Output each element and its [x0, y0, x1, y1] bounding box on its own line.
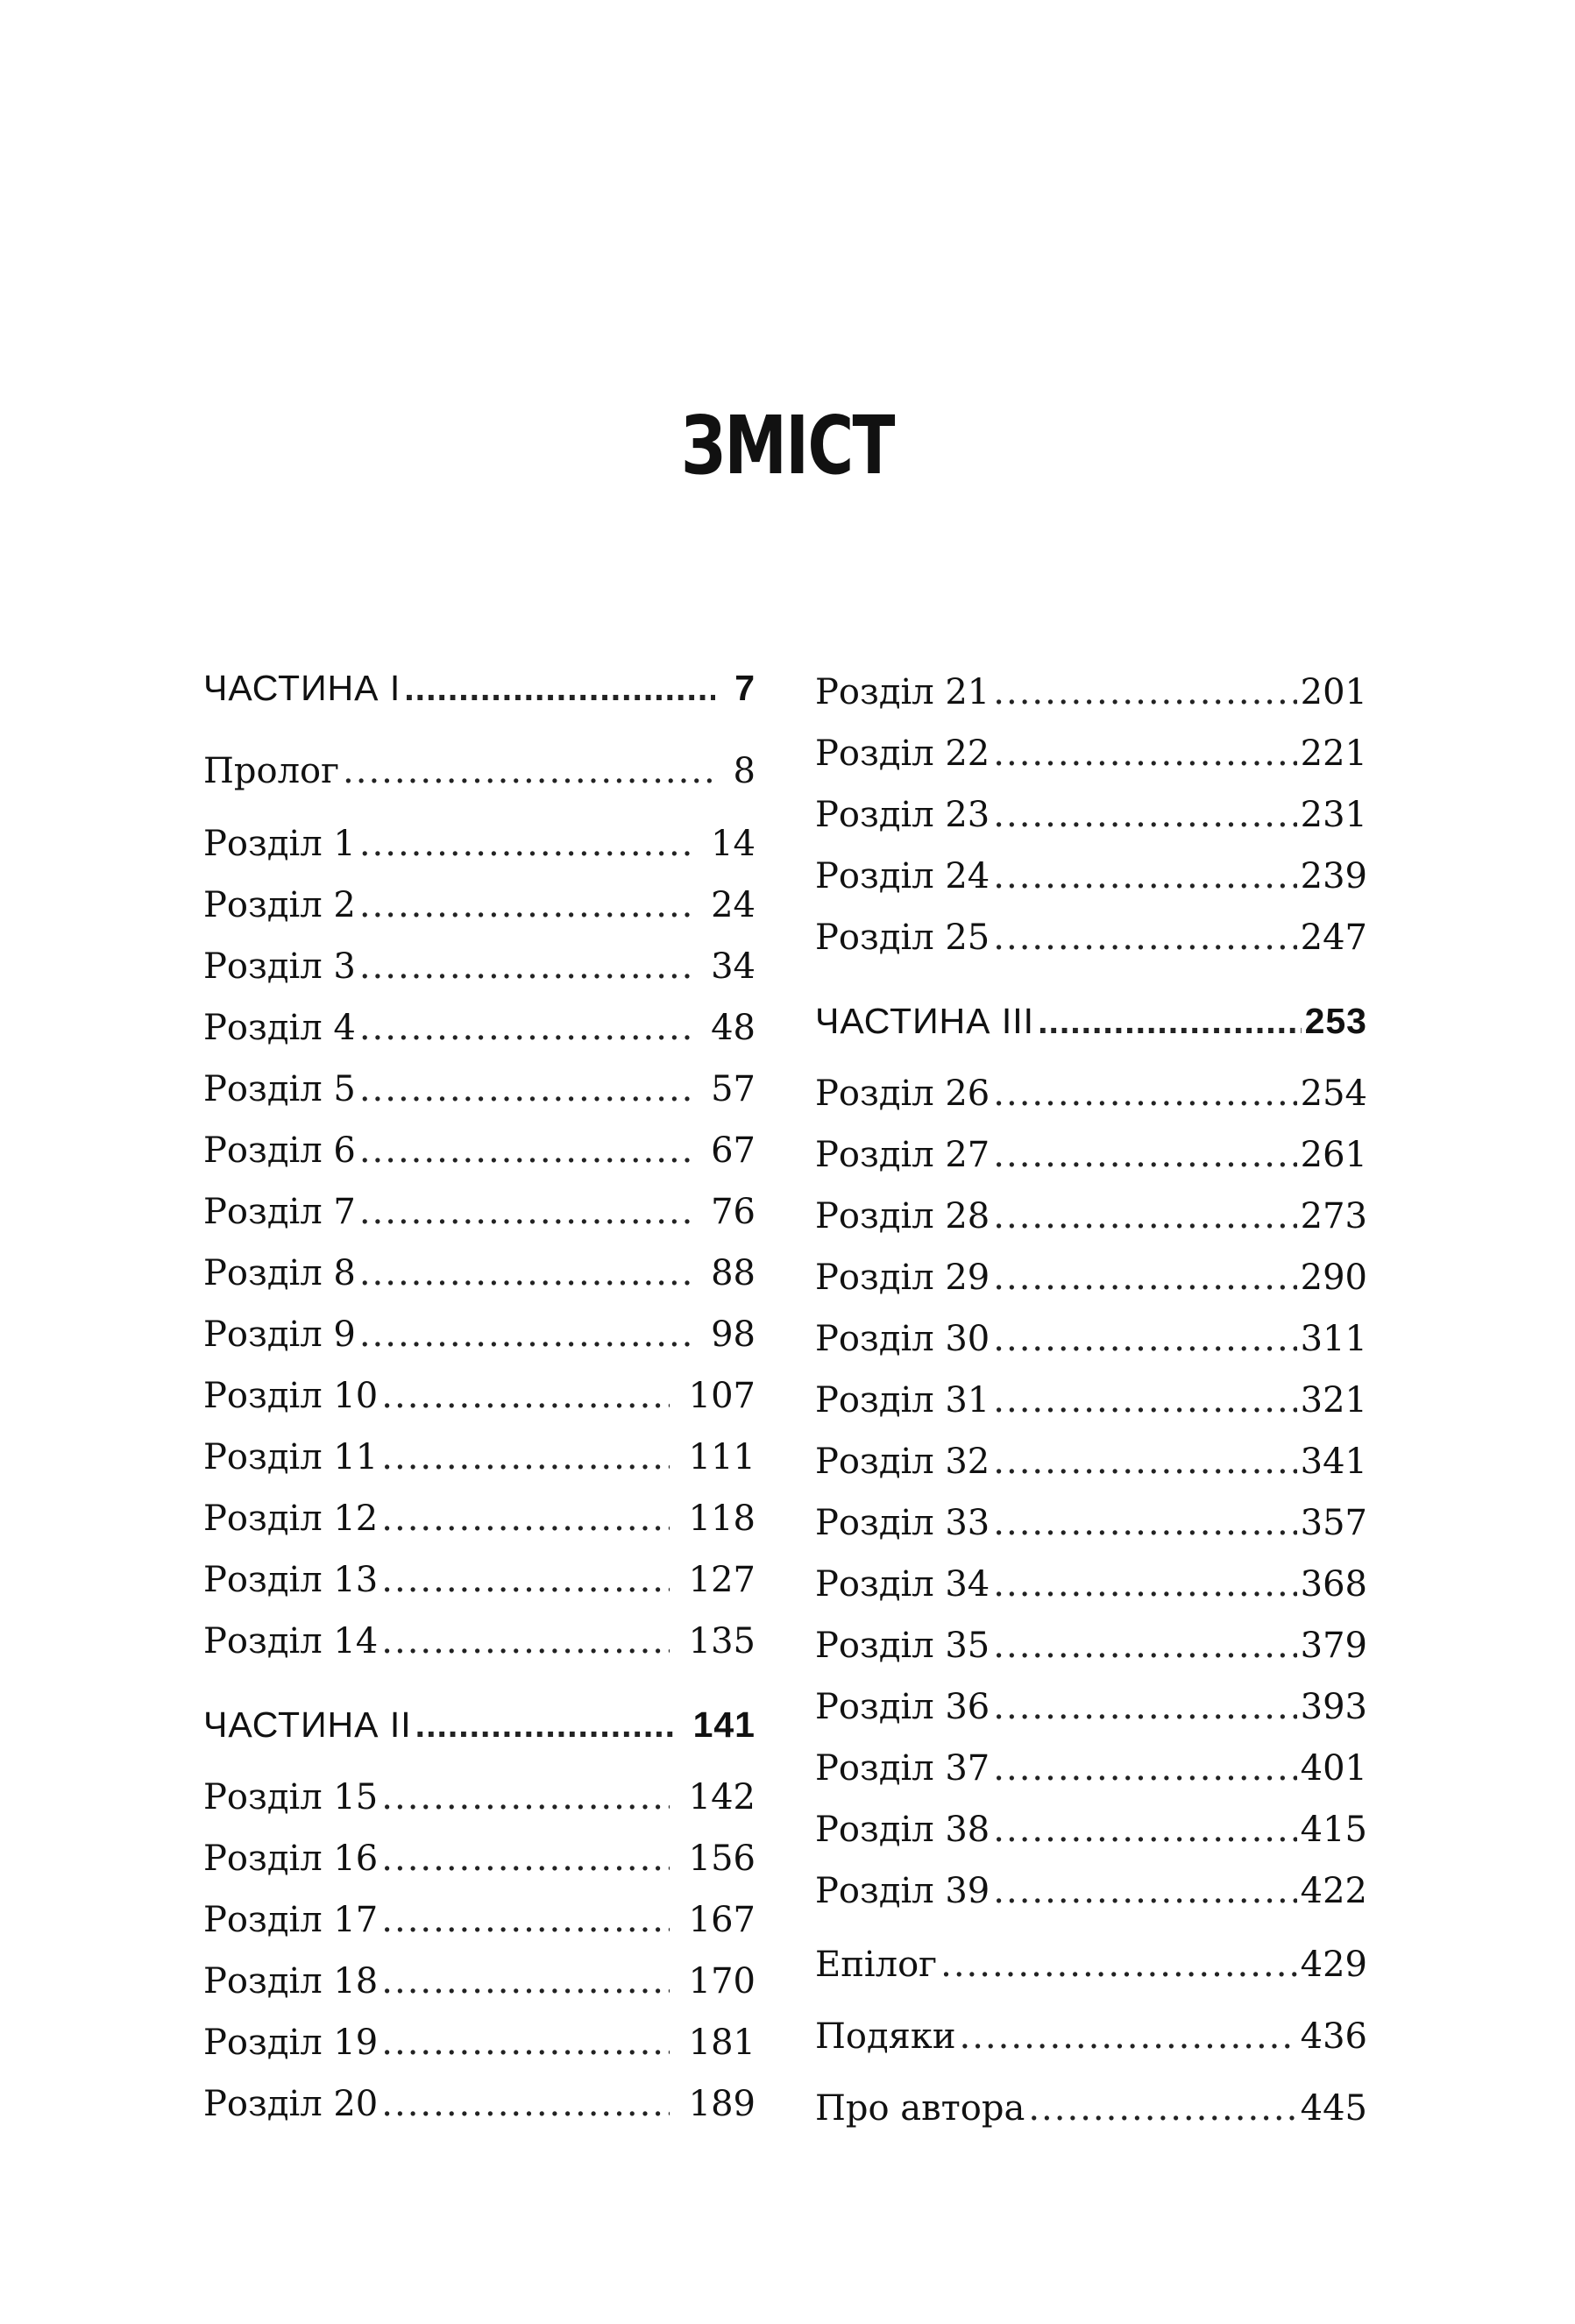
toc-entry-page: 415 — [1300, 1810, 1367, 1850]
toc-entry-page: 393 — [1300, 1687, 1367, 1727]
dot-leader — [415, 1707, 674, 1743]
toc-entry-page: 167 — [688, 1900, 756, 1940]
toc-entry-label: Про автора — [815, 2088, 1025, 2129]
dot-leader — [940, 1947, 1297, 1982]
toc-entry-label: Розділ 12 — [203, 1499, 379, 1539]
toc-entry-label: Розділ 28 — [815, 1196, 990, 1236]
toc-entry-label: Розділ 27 — [815, 1135, 990, 1175]
toc-entry-page: 357 — [1300, 1503, 1367, 1543]
page-title: ЗМІСТ — [681, 399, 894, 492]
dot-leader — [343, 754, 714, 789]
toc-entry-label: Розділ 30 — [815, 1319, 990, 1359]
toc-entry — [203, 1961, 756, 2002]
toc-part-entry — [815, 1003, 1367, 1039]
toc-entry-page: 34 — [711, 946, 756, 987]
toc-entry-label: ЧАСТИНА ІІ — [203, 1704, 412, 1745]
dot-leader — [993, 1567, 1296, 1602]
toc-entry-page: 341 — [1300, 1442, 1367, 1482]
toc-entry-label: Розділ 31 — [815, 1380, 990, 1421]
toc-entry-label: Розділ 5 — [203, 1069, 356, 1109]
dot-leader — [381, 1780, 669, 1815]
dot-leader — [993, 1076, 1296, 1111]
toc-entry-label: Пролог — [203, 751, 340, 791]
toc-entry-page: 221 — [1300, 733, 1367, 774]
dot-leader — [993, 1137, 1296, 1173]
toc-entry — [203, 1437, 756, 1477]
toc-entry — [815, 1137, 1367, 1173]
toc-entry-page: 98 — [711, 1314, 756, 1355]
toc-entry-page: 445 — [1300, 2088, 1367, 2129]
toc-entry-label: Розділ 37 — [815, 1748, 990, 1789]
toc-entry-page: 273 — [1300, 1196, 1367, 1236]
dot-leader — [993, 797, 1296, 833]
toc-entry — [203, 1130, 756, 1171]
dot-leader — [993, 1874, 1296, 1909]
toc-entry — [815, 2088, 1367, 2129]
dot-leader — [993, 1321, 1296, 1357]
toc-entry-page: 429 — [1300, 1945, 1367, 1985]
toc-entry-page: 14 — [711, 824, 756, 864]
toc-entry-label: Розділ 35 — [815, 1626, 990, 1666]
toc-entry-page: 201 — [1300, 672, 1367, 712]
toc-entry — [815, 1564, 1367, 1605]
toc-entry-page: 24 — [711, 885, 756, 925]
dot-leader — [1038, 1003, 1302, 1039]
dot-leader — [381, 1501, 669, 1536]
dot-leader — [993, 1199, 1296, 1234]
toc-entry-page: 368 — [1300, 1564, 1367, 1605]
toc-entry-label: Розділ 7 — [203, 1192, 356, 1232]
toc-entry — [203, 751, 756, 791]
toc-entry-label: Розділ 22 — [815, 733, 990, 774]
toc-entry-page: 247 — [1300, 918, 1367, 958]
toc-entry-page: 135 — [688, 1621, 756, 1662]
toc-entry-page: 8 — [733, 751, 756, 791]
toc-entry-label: Розділ 15 — [203, 1777, 379, 1817]
toc-entry-label: Розділ 14 — [203, 1621, 379, 1662]
dot-leader — [993, 1628, 1296, 1663]
toc-entry — [815, 1945, 1367, 1985]
toc-entry-label: Розділ 6 — [203, 1130, 356, 1171]
dot-leader — [1028, 2091, 1296, 2126]
toc-entry-page: 118 — [688, 1499, 756, 1539]
toc-entry-label: Розділ 11 — [203, 1437, 379, 1477]
toc-entry — [203, 1839, 756, 1879]
dot-leader — [993, 1383, 1296, 1418]
toc-entry-page: 422 — [1300, 1871, 1367, 1911]
dot-leader — [359, 1010, 692, 1045]
toc-entry — [815, 1196, 1367, 1236]
toc-entry-page: 156 — [688, 1839, 756, 1879]
dot-leader — [993, 1260, 1296, 1295]
toc-entry-page: 261 — [1300, 1135, 1367, 1175]
dot-leader — [404, 670, 715, 706]
toc-entry — [815, 797, 1367, 833]
toc-entry — [203, 1069, 756, 1109]
toc-entry-label: Розділ 19 — [203, 2023, 379, 2063]
toc-entry-label: Розділ 25 — [815, 918, 990, 958]
toc-entry-page: 181 — [688, 2023, 756, 2063]
toc-entry-label: Розділ 38 — [815, 1810, 990, 1850]
toc-entry-page: 239 — [1300, 856, 1367, 896]
toc-entry — [203, 1499, 756, 1539]
dot-leader — [381, 1440, 669, 1475]
dot-leader — [381, 1562, 669, 1598]
toc-entry — [815, 1503, 1367, 1543]
toc-entry-label: Розділ 16 — [203, 1839, 379, 1879]
toc-entry-label: Розділ 17 — [203, 1900, 379, 1940]
toc-entry-label: ЧАСТИНА І — [203, 668, 401, 708]
toc-entry-label: ЧАСТИНА ІІІ — [815, 1001, 1035, 1041]
dot-leader — [381, 1841, 669, 1876]
dot-leader — [993, 736, 1296, 771]
toc-entry-label: Розділ 33 — [815, 1503, 990, 1543]
toc-entry — [815, 1073, 1367, 1114]
toc-entry-label: Розділ 8 — [203, 1253, 356, 1293]
toc-entry-page: 88 — [711, 1253, 756, 1293]
toc-entry — [815, 1442, 1367, 1482]
toc-entry — [815, 1748, 1367, 1789]
toc-entry-page: 142 — [688, 1777, 756, 1817]
toc-entry-label: Розділ 20 — [203, 2084, 379, 2124]
dot-leader — [359, 888, 692, 923]
toc-entry-page: 253 — [1304, 1001, 1367, 1041]
toc-entry — [203, 885, 756, 925]
toc-entry — [203, 1192, 756, 1232]
toc-entry-label: Розділ 1 — [203, 824, 356, 864]
toc-entry-label: Розділ 21 — [815, 672, 990, 712]
dot-leader — [359, 826, 692, 861]
dot-leader — [381, 1624, 669, 1659]
toc-entry-page: 76 — [711, 1192, 756, 1232]
toc-entry — [815, 1687, 1367, 1727]
toc-entry-page: 7 — [734, 668, 756, 708]
dot-leader — [993, 1812, 1296, 1847]
toc-entry — [815, 672, 1367, 712]
toc-entry — [203, 1777, 756, 1817]
dot-leader — [359, 949, 692, 984]
toc-entry-label: Розділ 26 — [815, 1073, 990, 1114]
toc-entry-page: 67 — [711, 1130, 756, 1171]
dot-leader — [993, 1751, 1296, 1786]
toc-entry — [203, 946, 756, 987]
toc-entry-label: Розділ 13 — [203, 1560, 379, 1600]
toc-entry-label: Розділ 10 — [203, 1376, 379, 1416]
toc-entry-page: 436 — [1300, 2016, 1367, 2057]
toc-entry — [203, 824, 756, 864]
toc-entry-label: Подяки — [815, 2016, 956, 2057]
toc-entry — [815, 733, 1367, 774]
toc-entry — [815, 2016, 1367, 2057]
toc-entry-page: 231 — [1300, 795, 1367, 835]
toc-entry-label: Епілог — [815, 1945, 938, 1985]
toc-entry — [815, 1321, 1367, 1357]
dot-leader — [359, 1072, 692, 1107]
toc-entry-page: 48 — [711, 1008, 756, 1048]
toc-entry — [203, 1253, 756, 1293]
toc-entry — [815, 1871, 1367, 1911]
toc-entry-page: 111 — [688, 1437, 756, 1477]
dot-leader — [381, 2087, 669, 2122]
toc-entry-page: 170 — [688, 1961, 756, 2002]
dot-leader — [359, 1194, 692, 1229]
toc-entry — [203, 1314, 756, 1355]
toc-entry — [203, 1621, 756, 1662]
toc-entry-label: Розділ 24 — [815, 856, 990, 896]
dot-leader — [359, 1133, 692, 1168]
dot-leader — [993, 859, 1296, 894]
toc-entry — [815, 1258, 1367, 1298]
toc-entry-page: 189 — [688, 2084, 756, 2124]
dot-leader — [960, 2019, 1297, 2054]
dot-leader — [381, 1378, 669, 1414]
toc-entry-page: 321 — [1300, 1380, 1367, 1421]
toc-entry-page: 379 — [1300, 1626, 1367, 1666]
toc-entry — [203, 2023, 756, 2063]
toc-entry — [203, 1902, 756, 1938]
dot-leader — [359, 1256, 692, 1291]
toc-entry-page: 127 — [688, 1560, 756, 1600]
toc-part-entry — [203, 1704, 756, 1745]
toc-entry-label: Розділ 32 — [815, 1442, 990, 1482]
toc-entry-label: Розділ 4 — [203, 1008, 356, 1048]
toc-entry-page: 401 — [1300, 1748, 1367, 1789]
toc-entry-label: Розділ 36 — [815, 1687, 990, 1727]
toc-entry — [203, 1008, 756, 1048]
toc-entry-label: Розділ 34 — [815, 1564, 990, 1605]
toc-entry-label: Розділ 29 — [815, 1258, 990, 1298]
toc-entry-label: Розділ 39 — [815, 1871, 990, 1911]
dot-leader — [993, 920, 1296, 955]
toc-entry-label: Розділ 9 — [203, 1314, 356, 1355]
toc-entry — [203, 1562, 756, 1598]
dot-leader — [993, 1690, 1296, 1725]
toc-entry — [815, 1810, 1367, 1850]
toc-entry-label: Розділ 2 — [203, 885, 356, 925]
toc-entry-page: 107 — [688, 1376, 756, 1416]
toc-entry — [203, 1378, 756, 1414]
dot-leader — [993, 1506, 1296, 1541]
toc-entry-page: 57 — [711, 1069, 756, 1109]
toc-entry — [815, 1626, 1367, 1666]
dot-leader — [993, 675, 1296, 710]
dot-leader — [993, 1444, 1296, 1479]
toc-entry — [815, 918, 1367, 958]
dot-leader — [381, 1964, 669, 1999]
toc-entry-label: Розділ 18 — [203, 1961, 379, 2002]
toc-entry-label: Розділ 23 — [815, 795, 990, 835]
toc-part-entry — [203, 670, 756, 706]
toc-entry-label: Розділ 3 — [203, 946, 356, 987]
toc-entry-page: 290 — [1300, 1258, 1367, 1298]
toc-entry — [815, 856, 1367, 896]
toc-entry — [203, 2084, 756, 2124]
dot-leader — [381, 2025, 669, 2060]
toc-entry-page: 311 — [1300, 1319, 1367, 1359]
toc-entry-page: 254 — [1300, 1073, 1367, 1114]
dot-leader — [359, 1317, 692, 1352]
dot-leader — [381, 1902, 669, 1938]
toc-entry-page: 141 — [692, 1704, 756, 1745]
toc-entry — [815, 1380, 1367, 1421]
